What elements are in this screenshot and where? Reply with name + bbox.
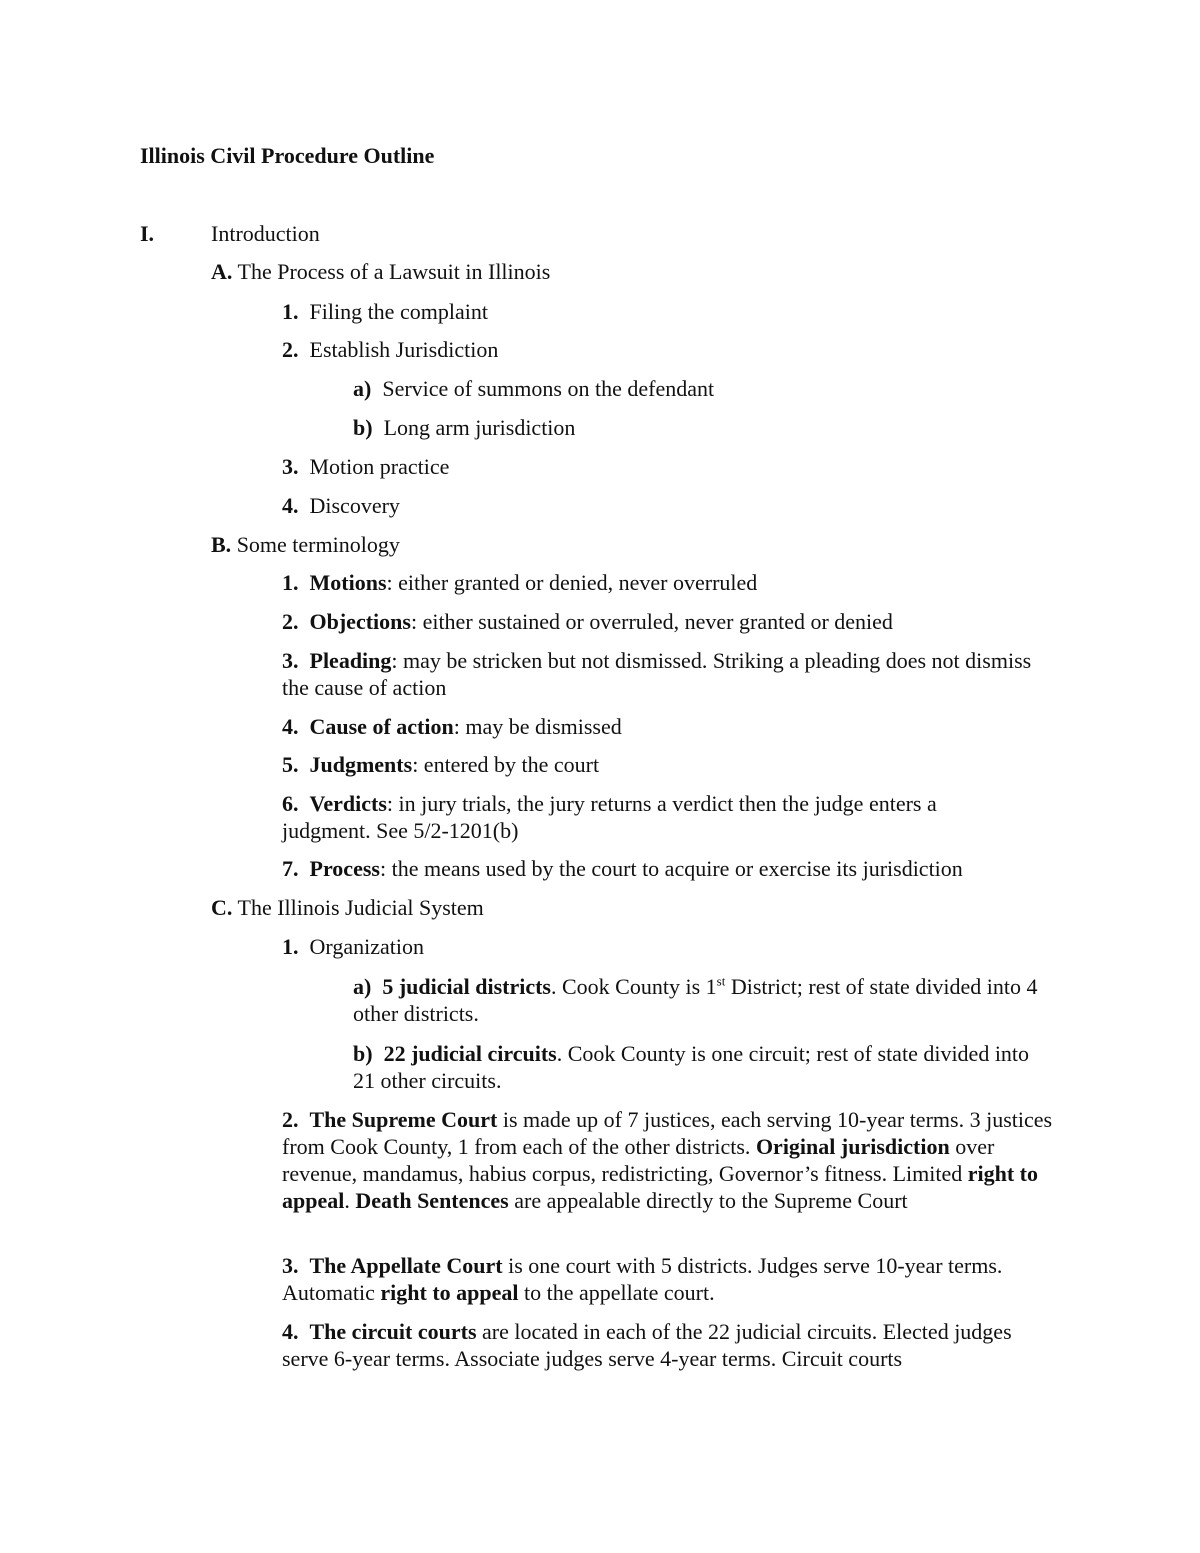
outline-number: 2. [282,1107,299,1132]
outline-text: . Cook County is 1 [551,974,717,999]
term: Objections [309,609,411,634]
outline-text: Filing the complaint [309,299,488,324]
ordinal-suffix: st [716,973,726,989]
outline-text: The Illinois Judicial System [237,895,484,920]
term: Original jurisdiction [755,1134,950,1159]
term: Verdicts [309,791,387,816]
outline-number: B. [211,532,232,557]
outline-text: Some terminology [236,532,400,557]
outline-text: . Cook County is one circuit; rest of state divided into 21 other circuits. [353,1041,1030,1093]
term: Motions [309,570,387,595]
outline-text: Motion practice [309,454,450,479]
term: The circuit courts [309,1319,477,1344]
outline-item-A1 [282,299,488,325]
outline-text: : the means used by the court to acquire or exercise its jurisdiction [379,856,963,881]
document-title: Illinois Civil Procedure Outline [140,143,435,168]
outline-item-B2 [282,609,893,635]
outline-item-A [211,259,550,285]
outline-number: b) [353,1041,373,1066]
outline-number: 7. [282,856,299,881]
outline-text: : either granted or denied, never overruled [386,570,758,595]
outline-text: : either sustained or overruled, never granted or denied [410,609,893,634]
term: 22 judicial circuits [383,1041,557,1066]
outline-item-I-text: Introduction [211,221,320,246]
outline-text: Organization [309,934,424,959]
outline-number: C. [211,895,233,920]
outline-text: : may be stricken but not dismissed. Striking a pleading does not dismiss the cause of action [282,648,1032,700]
outline-item-C4 [282,1318,1037,1372]
outline-item-B7 [282,856,963,882]
outline-number: 5. [282,752,299,777]
outline-item-C2 [282,1106,1057,1214]
outline-item-B [211,532,400,558]
outline-number: 4. [282,1319,299,1344]
outline-number: 1. [282,299,299,324]
outline-number: 3. [282,454,299,479]
outline-number: a) [353,376,372,401]
outline-number: 4. [282,493,299,518]
term: right to appeal [282,1161,1038,1213]
outline-item-A4 [282,493,400,519]
term: Pleading [309,648,392,673]
outline-item-A2 [282,337,498,363]
outline-item-A2a [353,376,714,402]
outline-number: 3. [282,648,299,673]
outline-text: is one court with 5 districts. Judges serve 10-year terms. Automatic [282,1253,1003,1305]
outline-item-B4 [282,714,622,740]
outline-text: are appealable directly to the Supreme Court [508,1188,908,1213]
outline-text: : may be dismissed [453,714,622,739]
outline-text: . [344,1188,356,1213]
outline-text: : in jury trials, the jury returns a verdict then the judge enters a judgment. See 5/2-1201(b) [282,791,937,843]
outline-number: a) [353,974,372,999]
outline-item-B5 [282,752,599,778]
term: Cause of action [309,714,454,739]
outline-text: The Process of a Lawsuit in Illinois [237,259,551,284]
outline-item-I [140,221,154,247]
outline-item-B3 [282,647,1032,701]
outline-number: I. [140,221,155,246]
outline-item-C3 [282,1252,1012,1306]
outline-number: b) [353,415,373,440]
outline-number: 6. [282,791,299,816]
outline-text: Establish Jurisdiction [309,337,499,362]
outline-item-C1b [353,1040,1053,1094]
term: Death Sentences [355,1188,509,1213]
outline-item-C1a [353,973,1053,1027]
outline-item-A3 [282,454,449,480]
outline-number: 4. [282,714,299,739]
outline-number: A. [211,259,233,284]
outline-text: Service of summons on the defendant [382,376,715,401]
outline-text: to the appellate court. [518,1280,715,1305]
outline-item-B6 [282,790,1002,844]
term: The Appellate Court [309,1253,503,1278]
outline-text: District; rest of state divided into 4 other districts. [353,974,1038,1026]
outline-number: 1. [282,570,299,595]
outline-number: 3. [282,1253,299,1278]
term: 5 judicial districts [382,974,551,999]
outline-item-C [211,895,484,921]
term: The Supreme Court [309,1107,498,1132]
term: right to appeal [380,1280,519,1305]
outline-number: 1. [282,934,299,959]
outline-text: Long arm jurisdiction [383,415,576,440]
outline-text: over revenue, mandamus, habius corpus, redistricting, Governor’s fitness. Limited [282,1134,995,1186]
term: Judgments [309,752,413,777]
term: Process [309,856,380,881]
outline-text: : entered by the court [412,752,600,777]
outline-text: Discovery [309,493,400,518]
outline-number: 2. [282,609,299,634]
outline-item-B1 [282,570,757,596]
outline-item-C1 [282,934,424,960]
outline-text: is made up of 7 justices, each serving 10-year terms. 3 justices from Cook County, 1 from each of the other districts. [282,1107,1053,1159]
outline-text: are located in each of the 22 judicial circuits. Elected judges serve 6-year terms. Associate judges serve 4-year terms. Circuit courts [282,1319,1012,1371]
outline-item-A2b [353,415,575,441]
outline-number: 2. [282,337,299,362]
